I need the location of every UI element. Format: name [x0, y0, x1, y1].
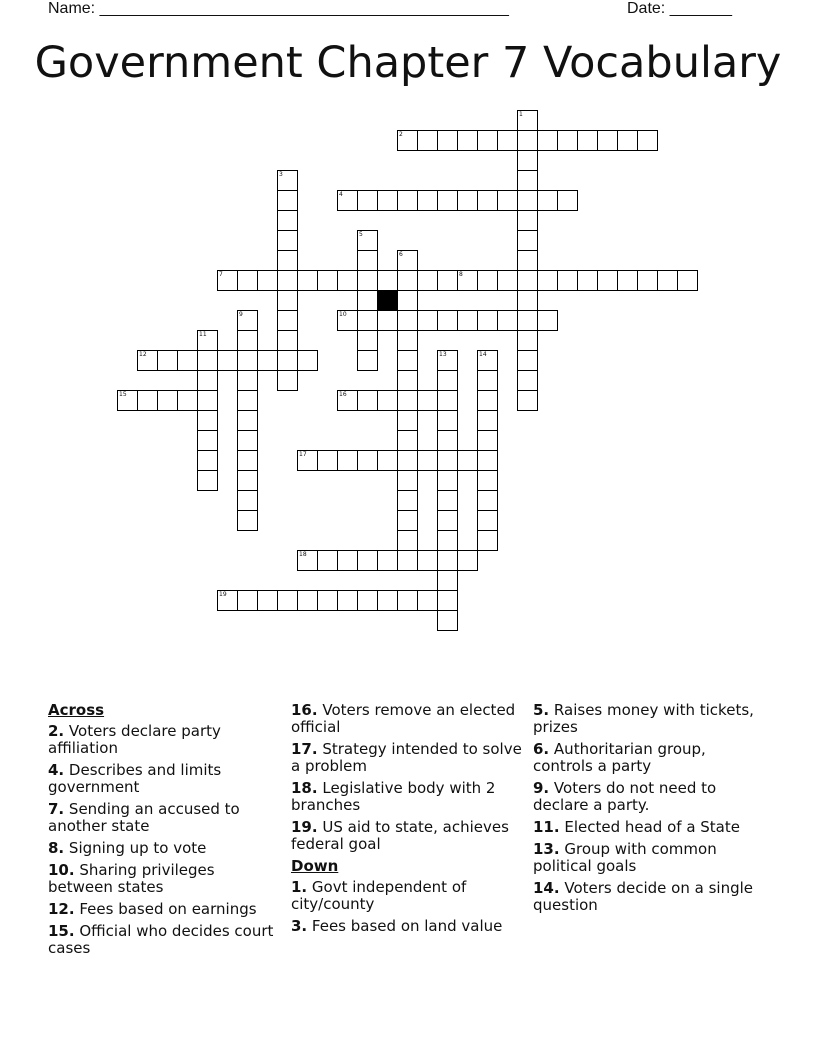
grid-cell[interactable] [237, 470, 258, 491]
clues-column-1 [48, 702, 283, 962]
grid-cell[interactable] [357, 590, 378, 611]
grid-cell[interactable] [537, 190, 558, 211]
grid-cell[interactable] [257, 350, 278, 371]
grid-cell[interactable] [297, 350, 318, 371]
grid-cell[interactable] [197, 350, 218, 371]
grid-cell[interactable] [197, 450, 218, 471]
grid-cell[interactable] [637, 130, 658, 151]
grid-cell[interactable] [397, 390, 418, 411]
grid-cell[interactable] [517, 190, 538, 211]
grid-cell[interactable] [397, 350, 418, 371]
grid-cell[interactable] [317, 590, 338, 611]
grid-cell[interactable] [617, 270, 638, 291]
grid-cell[interactable] [477, 410, 498, 431]
grid-cell[interactable] [397, 410, 418, 431]
grid-cell[interactable] [457, 130, 478, 151]
grid-cell[interactable] [477, 530, 498, 551]
grid-cell[interactable] [437, 270, 458, 291]
grid-cell[interactable] [417, 190, 438, 211]
grid-cell[interactable] [517, 310, 538, 331]
grid-cell[interactable] [237, 270, 258, 291]
grid-cell[interactable] [477, 190, 498, 211]
clue-down-14: 14. Voters decide on a single question [533, 879, 753, 914]
grid-cell[interactable] [377, 310, 398, 331]
grid-cell[interactable] [477, 430, 498, 451]
grid-cell[interactable] [397, 510, 418, 531]
grid-cell[interactable] [517, 290, 538, 311]
grid-cell[interactable] [297, 550, 318, 571]
grid-cell[interactable] [117, 390, 138, 411]
grid-cell[interactable] [237, 370, 258, 391]
grid-cell[interactable] [517, 230, 538, 251]
grid-cell[interactable] [497, 130, 518, 151]
grid-cell[interactable] [357, 350, 378, 371]
grid-cell[interactable] [477, 350, 498, 371]
grid-cell[interactable] [277, 250, 298, 271]
grid-cell[interactable] [177, 390, 198, 411]
clue-across-19: 19. US aid to state, achieves federal goal [291, 818, 509, 853]
grid-cell[interactable] [517, 370, 538, 391]
grid-cell[interactable] [297, 270, 318, 291]
grid-cell[interactable] [657, 270, 678, 291]
grid-cell[interactable] [437, 570, 458, 591]
grid-cell[interactable] [497, 270, 518, 291]
grid-cell[interactable] [357, 230, 378, 251]
date-field[interactable]: Date: _______ [627, 0, 732, 17]
grid-cell[interactable] [477, 390, 498, 411]
grid-cell[interactable] [217, 590, 238, 611]
grid-cell[interactable] [277, 190, 298, 211]
grid-cell[interactable] [377, 590, 398, 611]
grid-cell[interactable] [377, 270, 398, 291]
grid-cell[interactable] [397, 190, 418, 211]
grid-cell[interactable] [337, 390, 358, 411]
grid-cell[interactable] [377, 550, 398, 571]
clue-down-5: 5. Raises money with tickets, prizes [533, 701, 754, 736]
grid-cell[interactable] [477, 450, 498, 471]
grid-cell[interactable] [497, 190, 518, 211]
grid-cell[interactable] [217, 270, 238, 291]
grid-cell[interactable] [417, 310, 438, 331]
grid-cell[interactable] [597, 130, 618, 151]
grid-cell[interactable] [397, 470, 418, 491]
grid-cell[interactable] [577, 130, 598, 151]
black-cell [377, 290, 398, 311]
clue-number: 14 [479, 351, 487, 358]
grid-cell[interactable] [377, 190, 398, 211]
grid-cell[interactable] [397, 270, 418, 291]
grid-cell[interactable] [357, 250, 378, 271]
grid-cell[interactable] [357, 550, 378, 571]
grid-cell[interactable] [237, 510, 258, 531]
grid-cell[interactable] [357, 310, 378, 331]
grid-cell[interactable] [337, 310, 358, 331]
clue-number: 4 [339, 191, 343, 198]
grid-cell[interactable] [417, 130, 438, 151]
grid-cell[interactable] [397, 290, 418, 311]
clue-number: 13 [439, 351, 447, 358]
grid-cell[interactable] [417, 450, 438, 471]
clue-down-11: 11. Elected head of a State [533, 818, 740, 836]
grid-cell[interactable] [337, 590, 358, 611]
grid-cell[interactable] [397, 430, 418, 451]
grid-cell[interactable] [537, 270, 558, 291]
clue-across-4: 4. Describes and limits government [48, 761, 222, 796]
grid-cell[interactable] [257, 590, 278, 611]
grid-cell[interactable] [477, 370, 498, 391]
clue-number: 12 [139, 351, 147, 358]
across-heading: Across [48, 701, 105, 719]
grid-cell[interactable] [277, 590, 298, 611]
clue-across-2: 2. Voters declare party affiliation [48, 722, 221, 757]
grid-cell[interactable] [437, 410, 458, 431]
clue-down-6: 6. Authoritarian group, controls a party [533, 740, 706, 775]
grid-cell[interactable] [197, 330, 218, 351]
grid-cell[interactable] [437, 490, 458, 511]
grid-cell[interactable] [557, 130, 578, 151]
clue-across-10: 10. Sharing privileges between states [48, 861, 215, 896]
clue-down-9: 9. Voters do not need to declare a party. [533, 779, 717, 814]
grid-cell[interactable] [637, 270, 658, 291]
grid-cell[interactable] [197, 470, 218, 491]
clue-number: 3 [279, 171, 283, 178]
clue-number: 18 [299, 551, 307, 558]
grid-cell[interactable] [477, 510, 498, 531]
clue-number: 11 [199, 331, 207, 338]
grid-cell[interactable] [457, 450, 478, 471]
grid-cell[interactable] [477, 310, 498, 331]
grid-cell[interactable] [157, 390, 178, 411]
grid-cell[interactable] [317, 450, 338, 471]
clue-across-17: 17. Strategy intended to solve a problem [291, 740, 522, 775]
grid-cell[interactable] [517, 110, 538, 131]
grid-cell[interactable] [197, 410, 218, 431]
grid-cell[interactable] [177, 350, 198, 371]
grid-cell[interactable] [437, 430, 458, 451]
grid-cell[interactable] [337, 550, 358, 571]
grid-cell[interactable] [397, 530, 418, 551]
grid-cell[interactable] [317, 270, 338, 291]
grid-cell[interactable] [237, 390, 258, 411]
grid-cell[interactable] [317, 550, 338, 571]
grid-cell[interactable] [477, 470, 498, 491]
grid-cell[interactable] [477, 270, 498, 291]
grid-cell[interactable] [277, 170, 298, 191]
grid-cell[interactable] [517, 250, 538, 271]
grid-cell[interactable] [437, 130, 458, 151]
grid-cell[interactable] [237, 410, 258, 431]
grid-cell[interactable] [517, 150, 538, 171]
grid-cell[interactable] [377, 390, 398, 411]
grid-cell[interactable] [137, 390, 158, 411]
grid-cell[interactable] [537, 310, 558, 331]
grid-cell[interactable] [237, 450, 258, 471]
grid-cell[interactable] [277, 370, 298, 391]
grid-cell[interactable] [557, 190, 578, 211]
grid-cell[interactable] [137, 350, 158, 371]
grid-cell[interactable] [437, 510, 458, 531]
clues-column-3 [533, 702, 768, 919]
grid-cell[interactable] [357, 190, 378, 211]
grid-cell[interactable] [277, 210, 298, 231]
grid-cell[interactable] [217, 350, 238, 371]
grid-cell[interactable] [457, 190, 478, 211]
grid-cell[interactable] [517, 390, 538, 411]
clue-number: 9 [239, 311, 243, 318]
clue-across-12: 12. Fees based on earnings [48, 900, 257, 918]
grid-cell[interactable] [197, 390, 218, 411]
grid-cell[interactable] [437, 350, 458, 371]
grid-cell[interactable] [237, 590, 258, 611]
grid-cell[interactable] [477, 130, 498, 151]
grid-cell[interactable] [397, 250, 418, 271]
grid-cell[interactable] [397, 370, 418, 391]
grid-cell[interactable] [397, 330, 418, 351]
grid-cell[interactable] [437, 610, 458, 631]
clue-down-3: 3. Fees based on land value [291, 917, 503, 935]
clue-number: 19 [219, 591, 227, 598]
clue-number: 7 [219, 271, 223, 278]
grid-cell[interactable] [437, 590, 458, 611]
down-heading: Down [291, 857, 339, 875]
grid-cell[interactable] [237, 310, 258, 331]
grid-cell[interactable] [577, 270, 598, 291]
clue-number: 5 [359, 231, 363, 238]
grid-cell[interactable] [457, 550, 478, 571]
grid-cell[interactable] [617, 130, 638, 151]
page-title: Government Chapter 7 Vocabulary [34, 38, 782, 88]
clue-across-16: 16. Voters remove an elected official [291, 701, 516, 736]
grid-cell[interactable] [357, 390, 378, 411]
grid-cell[interactable] [497, 310, 518, 331]
grid-cell[interactable] [457, 310, 478, 331]
grid-cell[interactable] [537, 130, 558, 151]
grid-cell[interactable] [437, 530, 458, 551]
grid-cell[interactable] [417, 390, 438, 411]
grid-cell[interactable] [337, 190, 358, 211]
grid-cell[interactable] [377, 450, 398, 471]
grid-cell[interactable] [397, 310, 418, 331]
grid-cell[interactable] [337, 270, 358, 291]
grid-cell[interactable] [517, 170, 538, 191]
grid-cell[interactable] [517, 270, 538, 291]
grid-cell[interactable] [357, 450, 378, 471]
grid-cell[interactable] [197, 370, 218, 391]
grid-cell[interactable] [677, 270, 698, 291]
grid-cell[interactable] [417, 550, 438, 571]
grid-cell[interactable] [437, 190, 458, 211]
clue-number: 17 [299, 451, 307, 458]
grid-cell[interactable] [557, 270, 578, 291]
grid-cell[interactable] [457, 270, 478, 291]
clue-down-13: 13. Group with common political goals [533, 840, 717, 875]
grid-cell[interactable] [237, 350, 258, 371]
clue-number: 15 [119, 391, 127, 398]
grid-cell[interactable] [357, 290, 378, 311]
grid-cell[interactable] [397, 550, 418, 571]
grid-cell[interactable] [397, 490, 418, 511]
grid-cell[interactable] [437, 450, 458, 471]
clue-number: 8 [459, 271, 463, 278]
grid-cell[interactable] [397, 450, 418, 471]
grid-cell[interactable] [297, 450, 318, 471]
grid-cell[interactable] [517, 330, 538, 351]
clue-across-8: 8. Signing up to vote [48, 839, 207, 857]
clue-number: 10 [339, 311, 347, 318]
clue-number: 6 [399, 251, 403, 258]
grid-cell[interactable] [357, 330, 378, 351]
clue-across-15: 15. Official who decides court cases [48, 922, 274, 957]
clue-across-7: 7. Sending an accused to another state [48, 800, 240, 835]
grid-cell[interactable] [417, 270, 438, 291]
grid-cell[interactable] [397, 130, 418, 151]
grid-cell[interactable] [477, 490, 498, 511]
grid-cell[interactable] [277, 330, 298, 351]
clue-number: 1 [519, 111, 523, 118]
grid-cell[interactable] [357, 270, 378, 291]
grid-cell[interactable] [237, 490, 258, 511]
grid-cell[interactable] [337, 450, 358, 471]
grid-cell[interactable] [277, 270, 298, 291]
grid-cell[interactable] [397, 590, 418, 611]
clue-number: 2 [399, 131, 403, 138]
grid-cell[interactable] [197, 430, 218, 451]
clues-column-2 [291, 702, 526, 940]
grid-cell[interactable] [597, 270, 618, 291]
clue-across-18: 18. Legislative body with 2 branches [291, 779, 496, 814]
grid-cell[interactable] [517, 130, 538, 151]
clue-number: 16 [339, 391, 347, 398]
grid-cell[interactable] [277, 290, 298, 311]
grid-cell[interactable] [297, 590, 318, 611]
grid-cell[interactable] [277, 310, 298, 331]
grid-cell[interactable] [437, 550, 458, 571]
name-field[interactable]: Name: ______________________________________________ [48, 0, 509, 17]
grid-cell[interactable] [437, 310, 458, 331]
grid-cell[interactable] [417, 590, 438, 611]
grid-cell[interactable] [237, 330, 258, 351]
grid-cell[interactable] [437, 390, 458, 411]
grid-cell[interactable] [277, 230, 298, 251]
grid-cell[interactable] [157, 350, 178, 371]
grid-cell[interactable] [517, 350, 538, 371]
clue-down-1: 1. Govt independent of city/county [291, 878, 467, 913]
grid-cell[interactable] [277, 350, 298, 371]
grid-cell[interactable] [517, 210, 538, 231]
grid-cell[interactable] [257, 270, 278, 291]
grid-cell[interactable] [437, 370, 458, 391]
grid-cell[interactable] [437, 470, 458, 491]
grid-cell[interactable] [237, 430, 258, 451]
